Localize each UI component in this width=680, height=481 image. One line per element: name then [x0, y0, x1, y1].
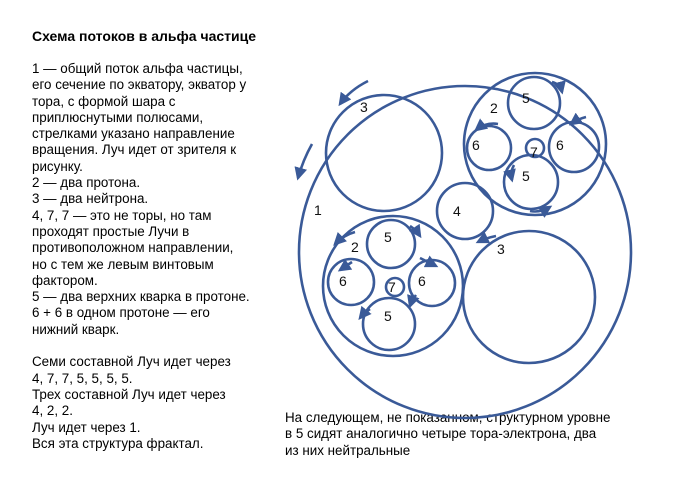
label-center: 4: [453, 203, 461, 219]
description-line: стрелками указано направление: [32, 126, 235, 142]
description-line: 4, 2, 2.: [32, 403, 73, 419]
label-neutron: 3: [360, 99, 368, 115]
description-line: нижний кварк.: [32, 321, 120, 337]
rotation-arrow: [340, 262, 352, 270]
label-alpha: 1: [314, 202, 322, 218]
label-quark-up: 5: [384, 229, 392, 245]
footnote-line: На следующем, не показанном, структурном уровне: [285, 410, 611, 425]
label-quark-down: 6: [418, 273, 426, 289]
description-line: 1 — общий поток альфа частицы,: [32, 61, 243, 76]
description-line: тора, с формой шара с: [32, 93, 176, 109]
description-line: проходят простые Лучи в: [32, 223, 190, 239]
description-line: рисунку.: [32, 158, 83, 174]
description-line: 4, 7, 7, 5, 5, 5, 5.: [32, 370, 133, 386]
label-neutron: 3: [497, 241, 505, 257]
description-line: 3 — два нейтрона.: [32, 191, 149, 207]
description-line: 4, 7, 7 — это не торы, но там: [32, 207, 212, 223]
neutron-circle: [326, 95, 442, 211]
description-line: вращения. Луч идет от зрителя к: [32, 142, 237, 158]
description-line: Трех составной Луч идет через: [32, 386, 226, 402]
label-proton: 2: [351, 239, 359, 255]
label-quark-up: 5: [384, 308, 392, 324]
description-line: 5 — два верхних кварка в протоне.: [32, 289, 250, 305]
rotation-arrow: [511, 165, 514, 180]
center-ray-circle: [437, 183, 493, 239]
quark-down-circle: [328, 259, 374, 305]
description-line: Семи составной Луч идет через: [32, 354, 231, 370]
page-title: Схема потоков в альфа частице: [32, 28, 257, 44]
quark-up-circle: [504, 155, 558, 209]
description-line: фактором.: [32, 272, 98, 288]
label-quark-down: 6: [556, 137, 564, 153]
description-line: противоположном направлении,: [32, 240, 234, 256]
description-line: приплюснутыми полюсами,: [32, 109, 204, 125]
quark-up-circle: [363, 298, 415, 350]
quark-up-circle: [508, 77, 560, 129]
rotation-arrow: [298, 144, 312, 178]
neutron-circle: [463, 231, 595, 363]
label-proton: 2: [490, 100, 498, 116]
description-line: 6 + 6 в одном протоне — его: [32, 305, 210, 321]
label-inner: 7: [388, 279, 396, 295]
label-quark-down: 6: [339, 273, 347, 289]
description-line: Вся эта структура фрактал.: [32, 435, 204, 451]
label-inner: 7: [530, 144, 538, 160]
footnote-line: в 5 сидят аналогично четыре тора-электрона, два: [285, 426, 597, 442]
description-line: 2 — два протона.: [32, 175, 141, 191]
label-quark-up: 5: [522, 168, 530, 184]
description-line: Луч идет через 1.: [32, 419, 141, 435]
footnote-line: из них нейтральные: [285, 442, 411, 458]
quark-down-circle: [409, 260, 455, 306]
label-quark-down: 6: [472, 137, 480, 153]
description-line: его сечение по экватору, экватор у: [32, 77, 247, 93]
description-line: но с тем же левым винтовым: [32, 256, 214, 272]
label-quark-up: 5: [522, 90, 530, 106]
